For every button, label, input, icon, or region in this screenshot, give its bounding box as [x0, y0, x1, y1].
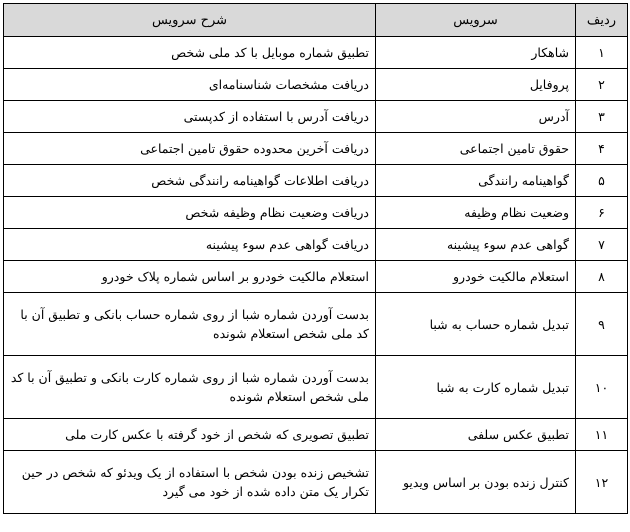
service-name: شاهکار — [376, 37, 576, 69]
row-number: ۱ — [576, 37, 628, 69]
row-number: ۶ — [576, 197, 628, 229]
service-description: تشخیص زنده بودن شخص با استفاده از یک ویدئو که شخص در حین تکرار یک متن داده شده از خود می گیرد — [4, 451, 376, 514]
row-number: ۷ — [576, 229, 628, 261]
row-number: ۹ — [576, 293, 628, 356]
service-description: استعلام مالکیت خودرو بر اساس شماره پلاک خودرو — [4, 261, 376, 293]
service-description: دریافت گواهی عدم سوء پیشینه — [4, 229, 376, 261]
row-number: ۱۰ — [576, 356, 628, 419]
table-row — [4, 356, 628, 419]
service-name: استعلام مالکیت خودرو — [376, 261, 576, 293]
service-description: دریافت اطلاعات گواهینامه رانندگی شخص — [4, 165, 376, 197]
table-row — [4, 69, 628, 101]
service-name: وضعیت نظام وظیفه — [376, 197, 576, 229]
services-table — [3, 3, 628, 514]
service-name: تبدیل شماره کارت به شبا — [376, 356, 576, 419]
table-row — [4, 293, 628, 356]
table-row — [4, 133, 628, 165]
service-description: دریافت آدرس با استفاده از کدپستی — [4, 101, 376, 133]
row-number: ۴ — [576, 133, 628, 165]
service-name: کنترل زنده بودن بر اساس ویدیو — [376, 451, 576, 514]
row-number: ۲ — [576, 69, 628, 101]
service-description: بدست آوردن شماره شبا از روی شماره حساب بانکی و تطبیق آن با کد ملی شخص استعلام شونده — [4, 293, 376, 356]
service-name: تطبیق عکس سلفی — [376, 419, 576, 451]
service-description: بدست آوردن شماره شبا از روی شماره کارت بانکی و تطبیق آن با کد ملی شخص استعلام شونده — [4, 356, 376, 419]
table-row — [4, 37, 628, 69]
header-row — [4, 4, 628, 37]
header-service: سرویس — [376, 4, 576, 37]
table-row — [4, 165, 628, 197]
row-number: ۵ — [576, 165, 628, 197]
header-description: شرح سرویس — [4, 4, 376, 37]
row-number: ۱۲ — [576, 451, 628, 514]
service-description: تطبیق شماره موبایل با کد ملی شخص — [4, 37, 376, 69]
table-row — [4, 101, 628, 133]
header-row-number: ردیف — [576, 4, 628, 37]
table-row — [4, 229, 628, 261]
service-name: گواهی عدم سوء پیشینه — [376, 229, 576, 261]
service-name: گواهینامه رانندگی — [376, 165, 576, 197]
row-number: ۸ — [576, 261, 628, 293]
table-row — [4, 451, 628, 514]
service-description: دریافت آخرین محدوده حقوق تامین اجتماعی — [4, 133, 376, 165]
service-name: تبدیل شماره حساب به شبا — [376, 293, 576, 356]
row-number: ۳ — [576, 101, 628, 133]
service-description: تطبیق تصویری که شخص از خود گرفته با عکس کارت ملی — [4, 419, 376, 451]
service-name: حقوق تامین اجتماعی — [376, 133, 576, 165]
service-name: آدرس — [376, 101, 576, 133]
row-number: ۱۱ — [576, 419, 628, 451]
table-row — [4, 419, 628, 451]
service-description: دریافت مشخصات شناسنامه‌ای — [4, 69, 376, 101]
table-row — [4, 197, 628, 229]
table-row — [4, 261, 628, 293]
service-description: دریافت وضعیت نظام وظیفه شخص — [4, 197, 376, 229]
service-name: پروفایل — [376, 69, 576, 101]
